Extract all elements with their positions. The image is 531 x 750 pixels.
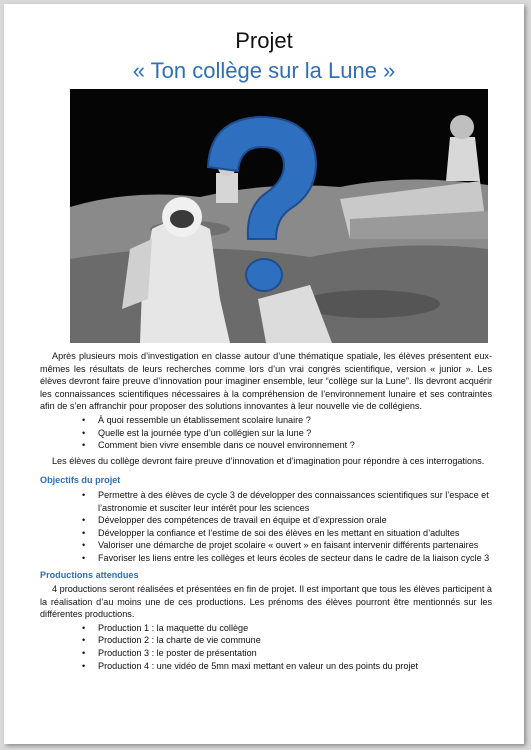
page-subtitle: « Ton collège sur la Lune » (132, 58, 396, 83)
list-item: • Permettre à des élèves de cycle 3 de développer des connaissances scientifiques sur l’espace et l’astronomie et susciter leur intérêt pour les sciences (98, 489, 492, 514)
objectives-heading: Objectifs du projet (40, 475, 121, 486)
list-item: • Favoriser les liens entre les collèges et leurs écoles de secteur dans le cadre de la liaison cycle 3 (98, 552, 492, 565)
objectives-list (40, 489, 492, 565)
list-item: • Développer la confiance et l’estime de soi des élèves en les mettant en situation d’adultes (98, 527, 492, 540)
moon-illustration (70, 89, 488, 343)
productions-heading: Productions attendues (40, 569, 139, 580)
list-item: • Comment bien vivre ensemble dans ce nouvel environnement ? (98, 439, 492, 452)
list-item: • Production 2 : la charte de vie commune (98, 634, 492, 647)
list-item: • Production 3 : le poster de présentation (98, 647, 492, 660)
intro-paragraph: Après plusieurs mois d’investigation en classe autour d’une thématique spatiale, les élèves présentent eux-mêmes les résultats de leurs recherches comme lors d’un vrai congrès scientifique, version « junior ». Les élèves devront faire preuve d’innovation pour imaginer ensemble, leur “collège sur la Lune”. Ils devront acquérir les connaissances scientifiques nécessaires à la compréhension de l’environnement lunaire et ses contraintes afin de s’en affranchir pour proposer des solutions innovantes à leur nouvelle vie de collégiens. (40, 351, 492, 412)
list-item: • Valoriser une démarche de projet scolaire « ouvert » en faisant intervenir différents partenaires (98, 539, 492, 552)
list-item: • À quoi ressemble un établissement scolaire lunaire ? (98, 414, 492, 427)
list-item: • Production 1 : la maquette du collège (98, 622, 492, 635)
page-title: Projet (235, 28, 293, 53)
document-page (4, 4, 524, 744)
closing-paragraph: Les élèves du collège devront faire preuve d’innovation et d’imagination pour répondre à ces interrogations. (52, 455, 485, 466)
questions-list (40, 414, 492, 452)
productions-paragraph: 4 productions seront réalisées et présentées en fin de projet. Il est important que tous les élèves participent à la réalisation d’au moins une de ces productions. Les prénoms des élèves pourront être mentionnés sur les différentes productions. (40, 584, 492, 620)
moon-scene (70, 89, 488, 343)
productions-list (40, 622, 492, 672)
list-item: • Production 4 : une vidéo de 5mn maxi mettant en valeur un des points du projet (98, 660, 492, 673)
list-item: • Développer des compétences de travail en équipe et d’expression orale (98, 514, 492, 527)
list-item: • Quelle est la journée type d’un collégien sur la lune ? (98, 427, 492, 440)
document-body (40, 350, 492, 675)
